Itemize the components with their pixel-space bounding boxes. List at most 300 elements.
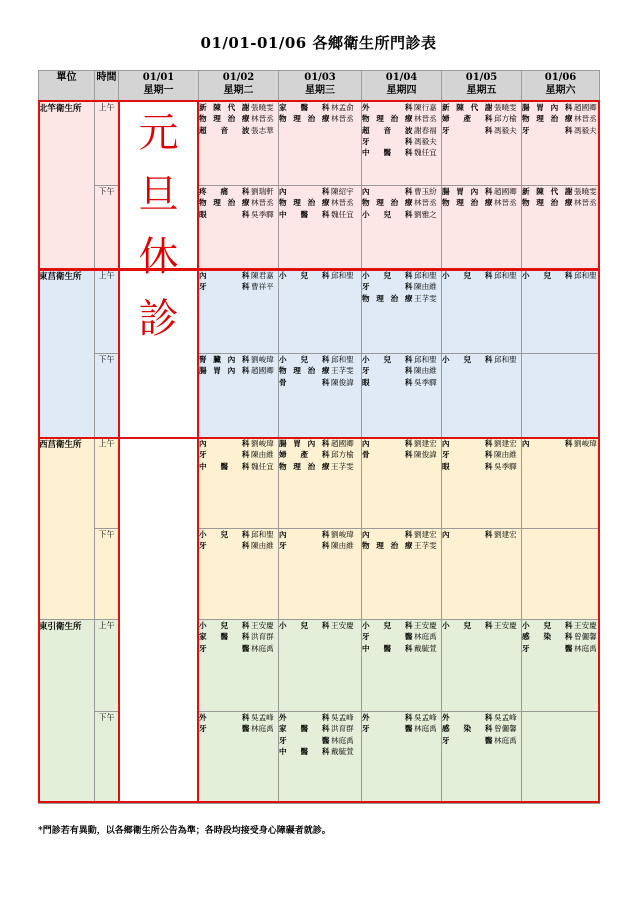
department: 家 醫 科 bbox=[279, 724, 329, 734]
schedule-table bbox=[38, 70, 600, 804]
department: 牙 科 bbox=[362, 136, 412, 146]
doctor-name: 林孟俞 bbox=[331, 103, 354, 112]
department: 超 音 波 bbox=[362, 125, 412, 135]
department: 外 科 bbox=[199, 713, 249, 722]
department: 物理治療 bbox=[199, 198, 249, 208]
schedule-cell bbox=[279, 270, 362, 354]
doctor-name: 林晉丞 bbox=[574, 114, 597, 124]
doctor-name: 吳孟峰 bbox=[494, 713, 517, 722]
doctor-name: 邱和聖 bbox=[331, 271, 354, 280]
doctor-name: 張志華 bbox=[251, 125, 274, 135]
doctor-name: 吳季驛 bbox=[494, 461, 517, 471]
doctor-name: 王芓雯 bbox=[331, 366, 354, 376]
schedule-cell bbox=[442, 270, 522, 354]
doctor-entry bbox=[362, 354, 441, 365]
doctor-name: 趙國卿 bbox=[331, 439, 354, 448]
doctor-entry bbox=[199, 620, 278, 631]
clinic-name: 東引衛生所 bbox=[39, 620, 95, 804]
department: 物理治療 bbox=[442, 198, 492, 208]
doctor-entry bbox=[362, 209, 441, 220]
doctor-entry bbox=[279, 735, 361, 746]
doctor-name: 王芓雯 bbox=[414, 293, 437, 303]
doctor-entry bbox=[522, 438, 599, 449]
doctor-entry bbox=[279, 102, 361, 113]
department: 小 兒 科 bbox=[442, 355, 492, 364]
doctor-name: 張曉雯 bbox=[494, 103, 517, 112]
time-slot-am: 上午 bbox=[95, 270, 119, 354]
time-slot-pm: 下午 bbox=[95, 186, 119, 270]
department: 外 科 bbox=[279, 713, 329, 722]
department: 牙 醫 bbox=[522, 643, 572, 653]
doctor-entry bbox=[442, 735, 521, 746]
doctor-entry bbox=[279, 529, 361, 540]
department: 小 兒 科 bbox=[199, 621, 249, 630]
department: 腸胃內科 bbox=[522, 103, 572, 112]
doctor-entry bbox=[279, 270, 361, 281]
department: 小 兒 科 bbox=[279, 621, 329, 630]
department: 小 兒 科 bbox=[442, 621, 492, 630]
department: 中 醫 科 bbox=[362, 148, 412, 158]
doctor-name: 曾儷馨 bbox=[574, 632, 597, 642]
doctor-entry bbox=[442, 197, 521, 208]
doctor-entry bbox=[362, 377, 441, 388]
doctor-entry bbox=[199, 365, 278, 376]
doctor-name: 王安慶 bbox=[574, 621, 597, 630]
doctor-name: 戴毓萱 bbox=[331, 746, 354, 756]
department: 婦 產 科 bbox=[279, 450, 329, 460]
doctor-entry bbox=[362, 438, 441, 449]
doctor-name: 趙國卿 bbox=[251, 366, 274, 376]
doctor-entry bbox=[199, 209, 278, 220]
department: 外 科 bbox=[442, 713, 492, 722]
doctor-entry bbox=[522, 620, 599, 631]
doctor-name: 馮毅夫 bbox=[574, 125, 597, 135]
doctor-entry bbox=[442, 723, 521, 734]
department: 感 染 科 bbox=[522, 632, 572, 642]
department: 中 醫 科 bbox=[279, 209, 329, 219]
department: 牙 醫 bbox=[199, 724, 249, 734]
clinic-name: 西莒衛生所 bbox=[39, 438, 95, 620]
doctor-name: 陳俊諱 bbox=[331, 377, 354, 387]
doctor-name: 洪育群 bbox=[331, 724, 354, 734]
department: 牙 科 bbox=[199, 282, 249, 292]
doctor-entry bbox=[279, 113, 361, 124]
department: 眼 科 bbox=[199, 209, 249, 219]
department: 小 兒 科 bbox=[362, 271, 412, 280]
doctor-name: 王芓雯 bbox=[414, 541, 437, 551]
doctor-name: 陳由維 bbox=[414, 282, 437, 292]
schedule-cell bbox=[362, 620, 442, 712]
doctor-entry bbox=[199, 529, 278, 540]
time-slot-pm: 下午 bbox=[95, 529, 119, 620]
department: 內 科 bbox=[442, 439, 492, 448]
doctor-name: 陳由維 bbox=[494, 450, 517, 460]
doctor-entry bbox=[522, 102, 599, 113]
page-title: 01/01-01/06 各鄉衛生所門診表 bbox=[200, 34, 437, 52]
doctor-entry bbox=[199, 461, 278, 472]
doctor-name: 林庭禹 bbox=[414, 724, 437, 734]
schedule-cell bbox=[199, 712, 279, 804]
holiday-char: 休 bbox=[138, 234, 179, 280]
department: 小 兒 科 bbox=[442, 271, 492, 280]
doctor-name: 邱和聖 bbox=[331, 355, 354, 364]
doctor-name: 張曉雯 bbox=[574, 187, 597, 196]
schedule-cell bbox=[442, 620, 522, 712]
doctor-entry bbox=[199, 449, 278, 460]
doctor-entry bbox=[442, 712, 521, 723]
department: 內 科 bbox=[279, 187, 329, 196]
schedule-cell bbox=[522, 102, 600, 186]
department: 感 染 科 bbox=[442, 724, 492, 734]
doctor-entry bbox=[279, 712, 361, 723]
schedule-cell bbox=[522, 270, 600, 354]
department: 內 科 bbox=[199, 271, 249, 280]
department: 小 兒 科 bbox=[522, 621, 572, 630]
doctor-entry bbox=[362, 136, 441, 147]
doctor-name: 謝春福 bbox=[414, 125, 437, 135]
schedule-cell bbox=[279, 186, 362, 270]
schedule-cell bbox=[362, 354, 442, 438]
doctor-name: 林庭禹 bbox=[251, 724, 274, 734]
doctor-name: 林晉丞 bbox=[331, 198, 354, 208]
doctor-entry bbox=[442, 102, 521, 113]
holiday-cell bbox=[119, 102, 199, 804]
department: 內 科 bbox=[362, 187, 412, 196]
doctor-entry bbox=[199, 354, 278, 365]
doctor-entry bbox=[362, 186, 441, 197]
doctor-entry bbox=[362, 620, 441, 631]
doctor-entry bbox=[362, 102, 441, 113]
department: 家 醫 科 bbox=[199, 632, 249, 642]
department: 牙 科 bbox=[442, 450, 492, 460]
doctor-entry bbox=[199, 197, 278, 208]
schedule-cell bbox=[199, 186, 279, 270]
department: 中 醫 科 bbox=[362, 643, 412, 653]
doctor-entry bbox=[362, 147, 441, 158]
department: 外 科 bbox=[362, 103, 412, 112]
header-day-3: 01/03 星期三 bbox=[279, 71, 362, 102]
department: 小 兒 科 bbox=[279, 271, 329, 280]
schedule-cell bbox=[442, 712, 522, 804]
doctor-name: 王安慶 bbox=[331, 621, 354, 630]
department: 牙 科 bbox=[362, 282, 412, 292]
doctor-name: 戴毓萱 bbox=[414, 643, 437, 653]
department: 牙 科 bbox=[199, 541, 249, 551]
department: 物理治療 bbox=[362, 114, 412, 124]
doctor-name: 陳由維 bbox=[414, 366, 437, 376]
department: 牙 科 bbox=[442, 125, 492, 135]
schedule-cell bbox=[362, 102, 442, 186]
doctor-name: 曹玉紛 bbox=[414, 187, 437, 196]
department: 物理治療 bbox=[279, 114, 329, 124]
doctor-name: 陳由維 bbox=[251, 541, 274, 551]
department: 牙 科 bbox=[279, 541, 329, 551]
schedule-cell bbox=[199, 354, 279, 438]
department: 內 科 bbox=[362, 439, 412, 448]
doctor-entry bbox=[442, 620, 521, 631]
schedule-cell bbox=[362, 270, 442, 354]
doctor-name: 王安慶 bbox=[251, 621, 274, 630]
doctor-entry bbox=[362, 529, 441, 540]
doctor-entry bbox=[442, 270, 521, 281]
doctor-name: 張曉雯 bbox=[251, 103, 274, 112]
doctor-name: 劉峻瑋 bbox=[574, 439, 597, 448]
schedule-cell bbox=[522, 529, 600, 620]
doctor-name: 林庭禹 bbox=[414, 632, 437, 642]
department: 物理治療 bbox=[522, 114, 572, 124]
department: 物理治療 bbox=[362, 541, 412, 551]
time-slot-am: 上午 bbox=[95, 438, 119, 529]
doctor-name: 林庭禹 bbox=[494, 735, 517, 745]
doctor-name: 魏任宜 bbox=[414, 148, 437, 158]
doctor-entry bbox=[442, 354, 521, 365]
department: 骨 科 bbox=[362, 450, 412, 460]
department: 中 醫 科 bbox=[199, 461, 249, 471]
doctor-entry bbox=[362, 281, 441, 292]
department: 腸胃內科 bbox=[199, 366, 249, 376]
department: 眼 科 bbox=[442, 461, 492, 471]
header-unit: 單位 bbox=[39, 71, 95, 102]
schedule-cell bbox=[199, 529, 279, 620]
doctor-entry bbox=[522, 186, 599, 197]
schedule-cell bbox=[442, 438, 522, 529]
doctor-name: 魏任宜 bbox=[251, 461, 274, 471]
doctor-entry bbox=[199, 186, 278, 197]
doctor-entry bbox=[442, 113, 521, 124]
doctor-entry bbox=[199, 712, 278, 723]
department: 牙 醫 bbox=[279, 735, 329, 745]
doctor-entry bbox=[279, 197, 361, 208]
doctor-entry bbox=[442, 438, 521, 449]
header-day-5: 01/05 星期五 bbox=[442, 71, 522, 102]
doctor-name: 劉峻瑋 bbox=[251, 355, 274, 364]
doctor-name: 趙國卿 bbox=[574, 103, 597, 112]
schedule-cell bbox=[199, 270, 279, 354]
doctor-entry bbox=[362, 125, 441, 136]
doctor-name: 林庭禹 bbox=[574, 643, 597, 653]
doctor-name: 劉建宏 bbox=[494, 439, 517, 448]
doctor-entry bbox=[279, 209, 361, 220]
department: 內 科 bbox=[442, 530, 492, 539]
department: 新陳代謝 bbox=[442, 103, 492, 112]
doctor-name: 王芓雯 bbox=[331, 461, 354, 471]
header-day-6: 01/06 星期六 bbox=[522, 71, 600, 102]
department: 內 科 bbox=[199, 439, 249, 448]
doctor-name: 邱和聖 bbox=[414, 355, 437, 364]
department: 內 科 bbox=[362, 530, 412, 539]
schedule-cell bbox=[522, 438, 600, 529]
doctor-name: 吳孟峰 bbox=[414, 713, 437, 722]
doctor-name: 劉峻瑋 bbox=[251, 439, 274, 448]
department: 牙 醫 bbox=[362, 632, 412, 642]
department: 牙 科 bbox=[362, 366, 412, 376]
schedule-cell bbox=[522, 186, 600, 270]
schedule-cell bbox=[442, 102, 522, 186]
department: 超 音 波 bbox=[199, 125, 249, 135]
doctor-name: 王安慶 bbox=[494, 621, 517, 630]
doctor-entry bbox=[362, 113, 441, 124]
doctor-entry bbox=[442, 529, 521, 540]
doctor-entry bbox=[279, 438, 361, 449]
doctor-entry bbox=[522, 631, 599, 642]
doctor-name: 邱和聖 bbox=[494, 355, 517, 364]
header-day-1: 01/01 星期一 bbox=[119, 71, 199, 102]
doctor-name: 馮毅夫 bbox=[494, 125, 517, 135]
doctor-name: 吳孟峰 bbox=[331, 713, 354, 722]
department: 物理治療 bbox=[362, 198, 412, 208]
department: 新陳代謝 bbox=[199, 103, 249, 112]
department: 物理治療 bbox=[199, 114, 249, 124]
department: 家 醫 科 bbox=[279, 103, 329, 112]
doctor-name: 陳紹宇 bbox=[331, 187, 354, 196]
department: 小 兒 科 bbox=[199, 530, 249, 539]
doctor-entry bbox=[279, 746, 361, 757]
doctor-name: 馮毅夫 bbox=[414, 136, 437, 146]
doctor-entry bbox=[199, 723, 278, 734]
department: 小 兒 科 bbox=[362, 355, 412, 364]
doctor-name: 王安慶 bbox=[414, 621, 437, 630]
doctor-name: 邱方榆 bbox=[331, 450, 354, 460]
clinic-row-am bbox=[39, 102, 600, 186]
doctor-name: 林晉丞 bbox=[494, 198, 517, 208]
doctor-entry bbox=[199, 438, 278, 449]
doctor-name: 林晉丞 bbox=[251, 114, 274, 124]
doctor-entry bbox=[442, 125, 521, 136]
schedule-cell bbox=[362, 438, 442, 529]
doctor-entry bbox=[362, 643, 441, 654]
doctor-name: 邱和聖 bbox=[414, 271, 437, 280]
doctor-name: 林晉丞 bbox=[414, 198, 437, 208]
doctor-entry bbox=[522, 643, 599, 654]
schedule-cell bbox=[362, 186, 442, 270]
doctor-entry bbox=[279, 365, 361, 376]
schedule-cell bbox=[199, 102, 279, 186]
doctor-entry bbox=[362, 712, 441, 723]
schedule-cell bbox=[199, 620, 279, 712]
schedule-cell bbox=[279, 438, 362, 529]
doctor-entry bbox=[279, 354, 361, 365]
doctor-name: 陳君嘉 bbox=[251, 271, 274, 280]
schedule-cell bbox=[279, 102, 362, 186]
department: 外 科 bbox=[362, 713, 412, 722]
doctor-entry bbox=[442, 449, 521, 460]
schedule-cell bbox=[199, 438, 279, 529]
doctor-name: 陳行嘉 bbox=[414, 103, 437, 112]
department: 物理治療 bbox=[279, 366, 329, 376]
doctor-entry bbox=[199, 102, 278, 113]
schedule-cell bbox=[279, 354, 362, 438]
doctor-entry bbox=[199, 631, 278, 642]
doctor-entry bbox=[199, 270, 278, 281]
department: 小 兒 科 bbox=[362, 209, 412, 219]
department: 骨 科 bbox=[279, 377, 329, 387]
doctor-name: 林晉丞 bbox=[251, 198, 274, 208]
doctor-entry bbox=[279, 723, 361, 734]
doctor-entry bbox=[199, 643, 278, 654]
department: 小 兒 科 bbox=[279, 355, 329, 364]
time-slot-am: 上午 bbox=[95, 102, 119, 186]
doctor-entry bbox=[279, 449, 361, 460]
doctor-entry bbox=[442, 186, 521, 197]
header-day-2: 01/02 星期二 bbox=[199, 71, 279, 102]
schedule-cell bbox=[442, 354, 522, 438]
department: 牙 科 bbox=[522, 125, 572, 135]
schedule-cell bbox=[362, 529, 442, 620]
department: 婦 產 科 bbox=[442, 114, 492, 124]
doctor-entry bbox=[279, 620, 361, 631]
doctor-name: 邱和聖 bbox=[251, 530, 274, 539]
doctor-entry bbox=[522, 113, 599, 124]
doctor-name: 吳季驛 bbox=[251, 209, 274, 219]
doctor-entry bbox=[362, 723, 441, 734]
department: 物理治療 bbox=[522, 198, 572, 208]
doctor-name: 吳孟峰 bbox=[251, 713, 274, 722]
department: 中 醫 科 bbox=[279, 746, 329, 756]
time-slot-am: 上午 bbox=[95, 620, 119, 712]
doctor-entry bbox=[522, 197, 599, 208]
schedule-cell bbox=[279, 620, 362, 712]
doctor-entry bbox=[362, 293, 441, 304]
doctor-entry bbox=[362, 270, 441, 281]
schedule-cell bbox=[442, 186, 522, 270]
doctor-name: 劉建宏 bbox=[494, 530, 517, 539]
doctor-name: 趙國卿 bbox=[494, 187, 517, 196]
department: 牙 科 bbox=[199, 450, 249, 460]
clinic-name: 北竿衛生所 bbox=[39, 102, 95, 270]
department: 腎臟內科 bbox=[199, 355, 249, 364]
department: 物理治療 bbox=[279, 461, 329, 471]
holiday-char: 診 bbox=[138, 296, 179, 342]
time-slot-pm: 下午 bbox=[95, 354, 119, 438]
schedule-cell bbox=[522, 712, 600, 804]
doctor-name: 劉建宏 bbox=[414, 439, 437, 448]
time-slot-pm: 下午 bbox=[95, 712, 119, 804]
doctor-name: 魏任宜 bbox=[331, 209, 354, 219]
doctor-entry bbox=[442, 461, 521, 472]
schedule-cell bbox=[279, 712, 362, 804]
doctor-name: 洪育群 bbox=[251, 632, 274, 642]
footnote: *門診若有異動，以各鄉衛生所公告為準；各時段均接受身心障礙者就診。 bbox=[38, 826, 331, 836]
schedule-cell bbox=[442, 529, 522, 620]
schedule-cell bbox=[279, 529, 362, 620]
doctor-entry bbox=[362, 631, 441, 642]
doctor-entry bbox=[522, 270, 599, 281]
department: 牙 醫 bbox=[362, 724, 412, 734]
schedule-cell bbox=[362, 712, 442, 804]
holiday-char: 旦 bbox=[138, 172, 179, 218]
doctor-entry bbox=[522, 125, 599, 136]
doctor-name: 林晉丞 bbox=[414, 114, 437, 124]
doctor-entry bbox=[362, 197, 441, 208]
department: 腸胃內科 bbox=[279, 439, 329, 448]
doctor-entry bbox=[279, 540, 361, 551]
department: 物理治療 bbox=[362, 293, 412, 303]
doctor-name: 曹祥平 bbox=[251, 282, 274, 292]
doctor-entry bbox=[362, 449, 441, 460]
doctor-entry bbox=[279, 377, 361, 388]
doctor-name: 曾儷馨 bbox=[494, 724, 517, 734]
schedule-cell bbox=[522, 354, 600, 438]
clinic-name: 東莒衛生所 bbox=[39, 270, 95, 438]
doctor-name: 陳俊諱 bbox=[414, 450, 437, 460]
doctor-entry bbox=[362, 365, 441, 376]
doctor-name: 邱方榆 bbox=[494, 114, 517, 124]
doctor-entry bbox=[199, 281, 278, 292]
doctor-name: 劉雅之 bbox=[414, 209, 437, 219]
doctor-name: 陳由維 bbox=[331, 541, 354, 551]
doctor-name: 劉瑞軒 bbox=[251, 187, 274, 196]
doctor-entry bbox=[199, 125, 278, 136]
